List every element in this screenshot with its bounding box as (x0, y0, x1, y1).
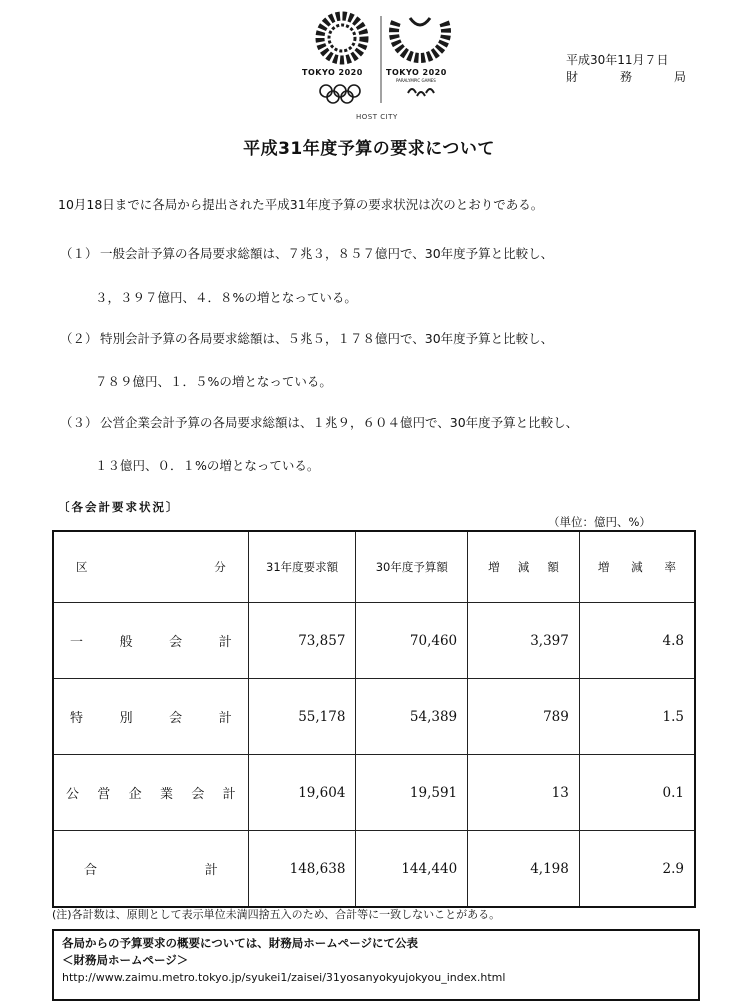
header-category: 区 分 (53, 531, 248, 603)
bureau-name: 財 務 局 (566, 70, 686, 84)
cell-bud30: 144,440 (356, 831, 468, 908)
row-label: 合 計 (53, 831, 248, 908)
intro-text: 10月18日までに各局から提出された平成31年度予算の要求状況は次のとおりである。 (58, 197, 544, 212)
header-rate: 増 減 率 (579, 531, 695, 603)
host-city-label: HOST CITY (356, 113, 398, 121)
cell-diff: 13 (468, 755, 580, 831)
cell-req31: 148,638 (248, 831, 356, 908)
footnote: (注)各計数は、原則として表示単位未満四捨五入のため、合計等に一致しないことがある。 (52, 908, 501, 921)
item-3-line1: （３） 公営企業会計予算の各局要求総額は、１兆９，６０４億円で、30年度予算と比較し、 (60, 415, 579, 430)
cell-req31: 55,178 (248, 679, 356, 755)
cell-bud30: 19,591 (356, 755, 468, 831)
table-row-total (53, 831, 695, 908)
header-req31: 31年度要求額 (248, 531, 356, 603)
row-label: 一 般 会 計 (53, 603, 248, 679)
tokyo-2020-logos (296, 8, 466, 126)
paralympic-logo-sub: PARALYMPIC GAMES (396, 78, 436, 83)
budget-table (52, 530, 696, 908)
cell-rate: 1.5 (579, 679, 695, 755)
item-1-line2: ３，３９７億円、４．８%の増となっている。 (95, 290, 357, 305)
cell-req31: 19,604 (248, 755, 356, 831)
header-bud30: 30年度予算額 (356, 531, 468, 603)
cell-diff: 4,198 (468, 831, 580, 908)
notice-line: 各局からの予算要求の概要については、財務局ホームページにて公表 (62, 936, 419, 950)
cell-rate: 0.1 (579, 755, 695, 831)
cell-diff: 3,397 (468, 603, 580, 679)
table-row (53, 679, 695, 755)
table-row (53, 755, 695, 831)
cell-bud30: 54,389 (356, 679, 468, 755)
page-title: 平成31年度予算の要求について (243, 139, 495, 159)
cell-req31: 73,857 (248, 603, 356, 679)
cell-rate: 4.8 (579, 603, 695, 679)
issue-date: 平成30年11月７日 (566, 53, 669, 67)
homepage-url-link[interactable]: http://www.zaimu.metro.tokyo.jp/syukei1/zaisei/31yosanyokyujokyou_index.html (62, 971, 506, 984)
cell-diff: 789 (468, 679, 580, 755)
header-diff: 増 減 額 (468, 531, 580, 603)
section-label: 〔各会計要求状況〕 (58, 500, 180, 514)
table-row (53, 603, 695, 679)
cell-bud30: 70,460 (356, 603, 468, 679)
item-3-line2: １３億円、０．１%の増となっている。 (95, 458, 320, 473)
table-header-row (53, 531, 695, 603)
item-2-line1: （２） 特別会計予算の各局要求総額は、５兆５，１７８億円で、30年度予算と比較し、 (60, 331, 554, 346)
paralympic-logo-label: TOKYO 2020 (386, 68, 447, 77)
item-1-line1: （１） 一般会計予算の各局要求総額は、７兆３，８５７億円で、30年度予算と比較し、 (60, 246, 554, 261)
item-2-line2: ７８９億円、１．５%の増となっている。 (95, 374, 332, 389)
cell-rate: 2.9 (579, 831, 695, 908)
homepage-notice-box (52, 929, 700, 1001)
homepage-label: ＜財務局ホームページ＞ (62, 953, 189, 967)
date-block (566, 52, 686, 86)
unit-label: （単位：億円、%） (548, 515, 651, 529)
row-label: 特 別 会 計 (53, 679, 248, 755)
olympic-emblem-icon (296, 8, 466, 126)
olympic-logo-label: TOKYO 2020 (302, 68, 363, 77)
row-label: 公 営 企 業 会 計 (53, 755, 248, 831)
